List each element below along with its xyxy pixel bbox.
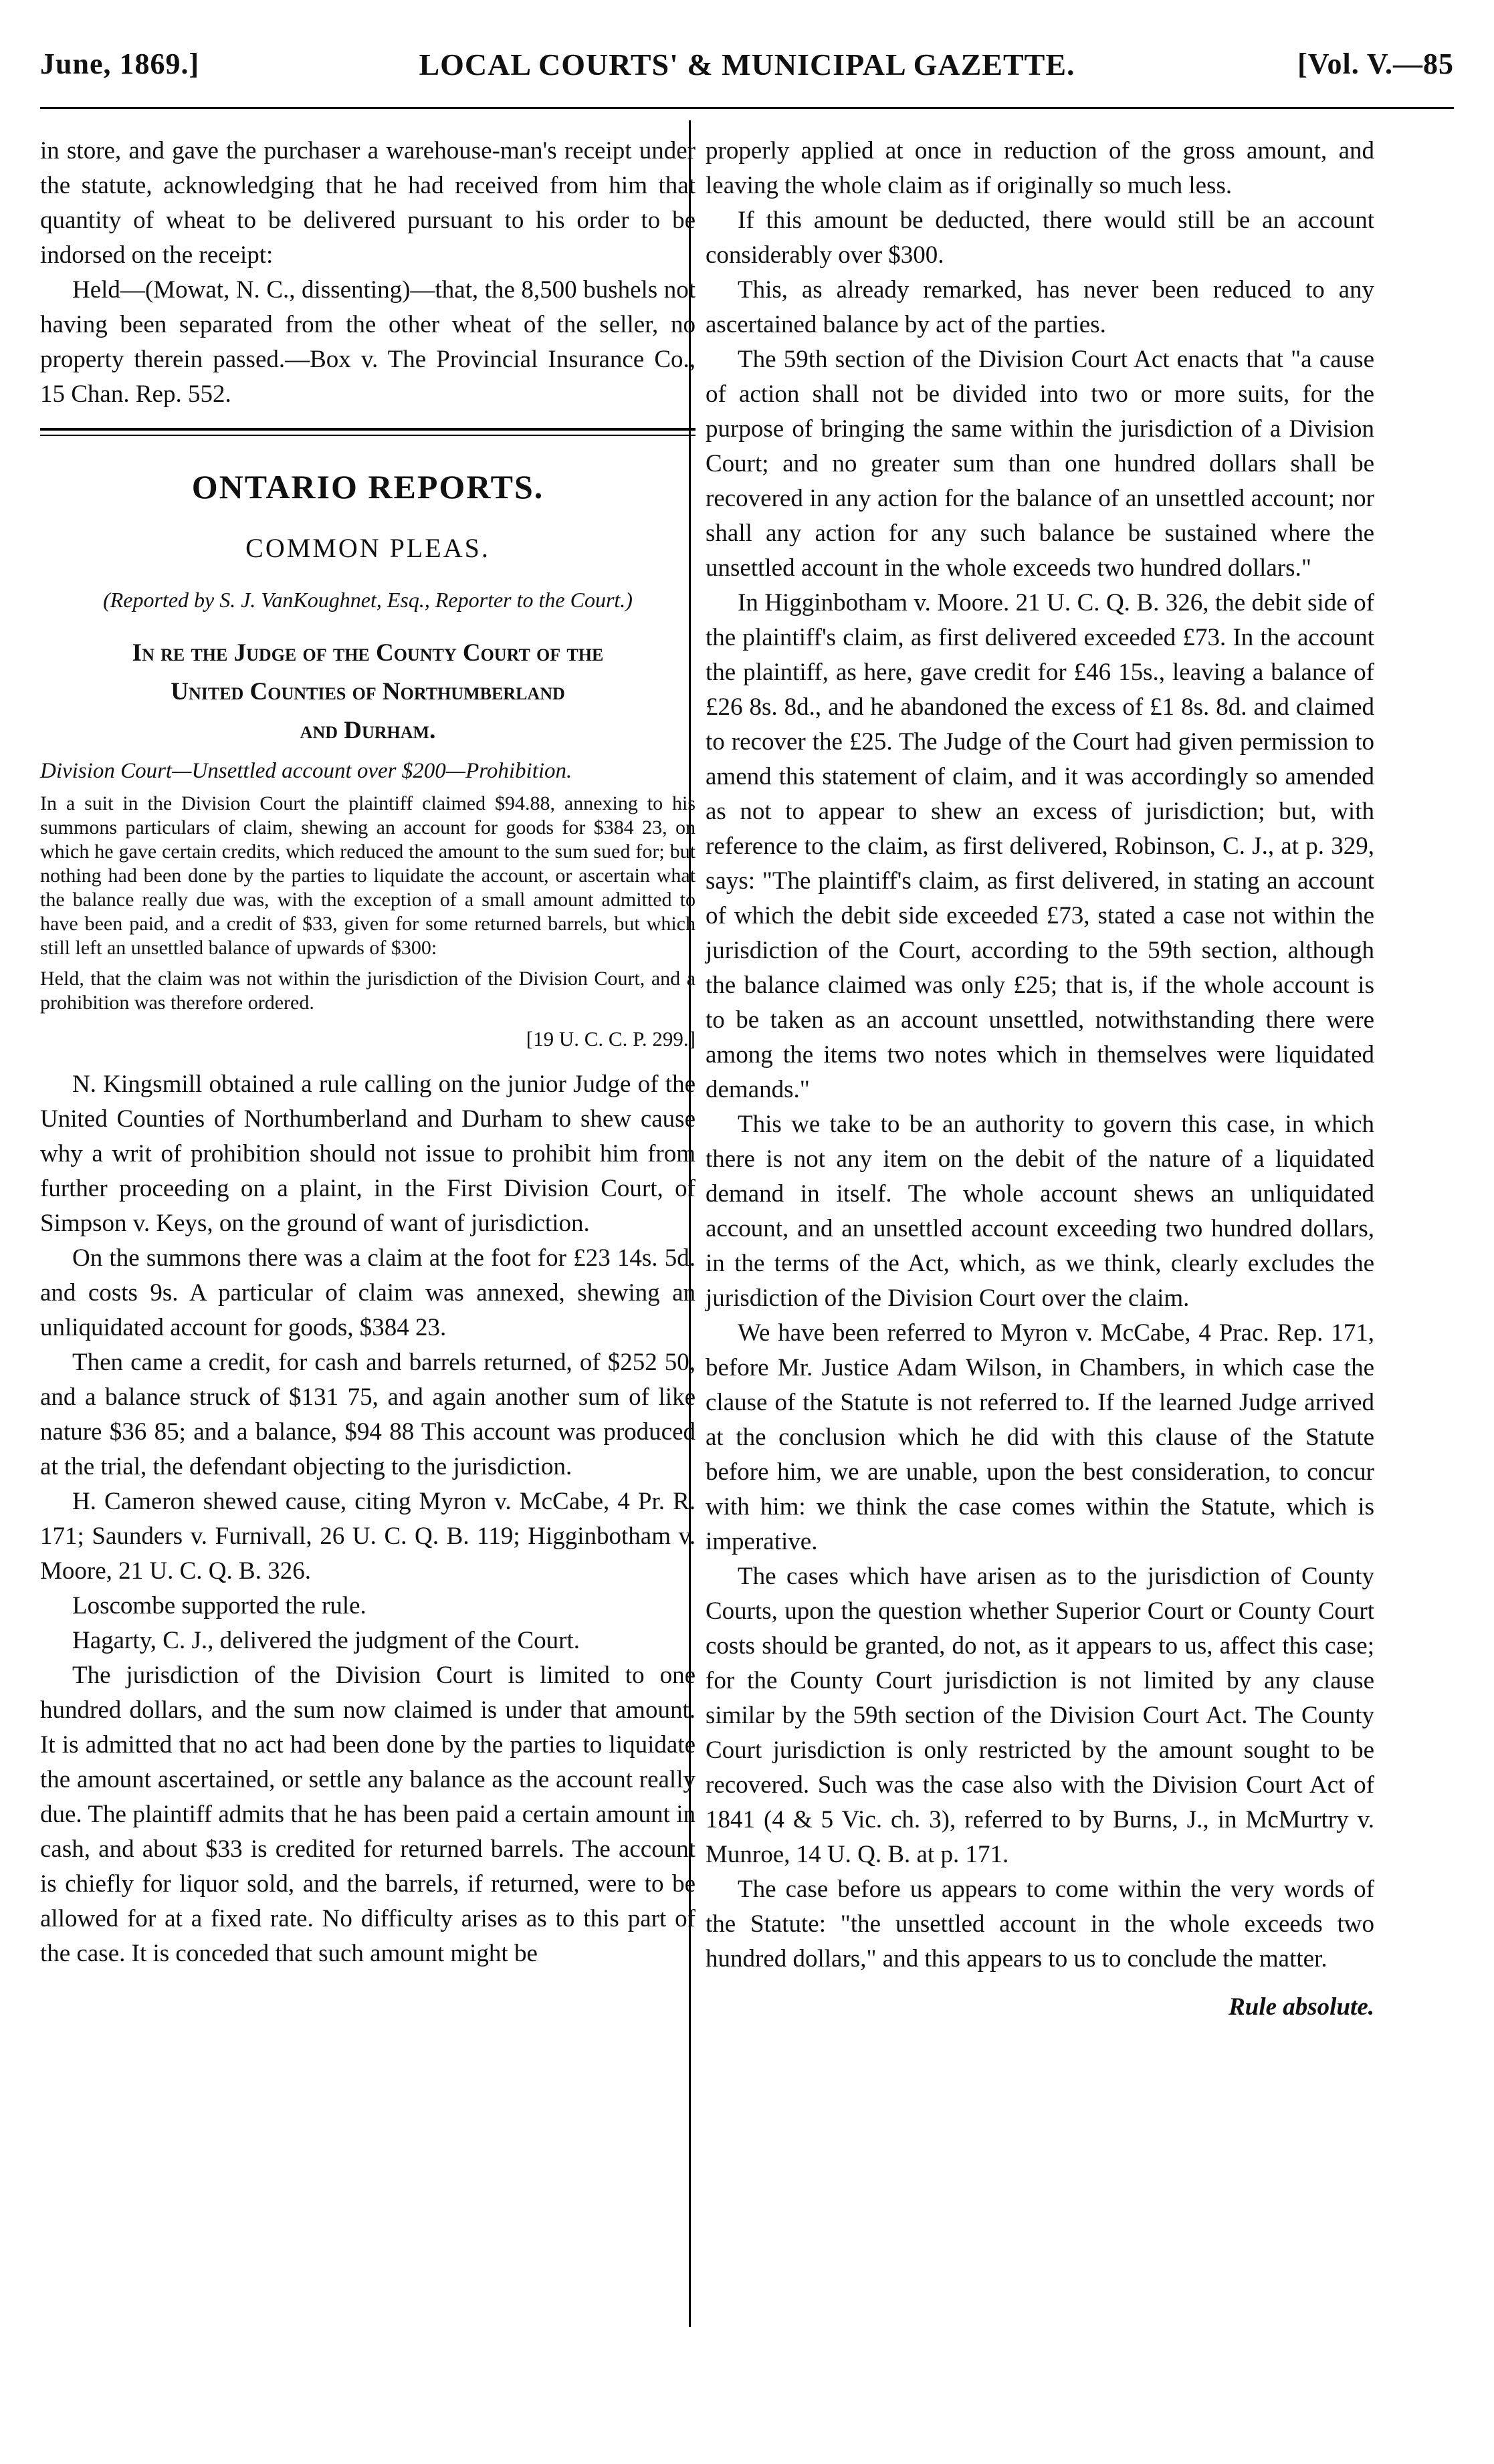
paragraph: If this amount be deducted, there would still be an account considerably over $300. bbox=[706, 207, 1374, 269]
rule-absolute: Rule absolute. bbox=[1229, 1993, 1374, 2021]
paragraph: The case before us appears to come within the very words of the Statute: "the unsettled account in the whole exceeds two hundred dollars," and this appears to us to conclude the matter. bbox=[706, 1876, 1374, 1973]
paragraph: Loscombe supported the rule. bbox=[72, 1592, 366, 1619]
paragraph: The cases which have arisen as to the jurisdiction of County Courts, upon the question whether Superior Court or County Court costs should be granted, do not, as it appears to us, affect this case; for the County Court jurisdiction is not limited by any clause similar by the 59th section of the Division Court Act. The County Court jurisdiction is only restricted by the amount sought to be recovered. Such was the case also with the Division Court Act of 1841 (4 & 5 Vic. ch. 3), referred to by Burns, J., in McMurtry v. Munroe, 14 U. Q. B. at p. 171. bbox=[706, 1563, 1374, 1868]
paragraph: The 59th section of the Division Court Act enacts that "a cause of action shall not be divided into two or more suits, for the purpose of bringing the same within the jurisdiction of a Division Court; and no greater sum than one hundred dollars shall be recovered in any action for the balance of an unsettled account; nor shall any action for any such balance be sustained where the unsettled account in the whole exceeds two hundred dollars." bbox=[706, 346, 1374, 582]
headnote: In a suit in the Division Court the plaintiff claimed $94.88, annexing to his summons particulars of claim, shewing an account for goods for $384 23, on which he gave certain credits, which reduced the amount to the sum sued for; but nothing had been done by the parties to liquidate the account, or ascertain what the balance really due was, with the exception of a small amount admitted to have been paid, and a credit of $33, given for some returned barrels, but which still left an unsettled balance of upwards of $300: bbox=[40, 792, 696, 959]
headnote-held: Held, that the claim was not within the jurisdiction of the Division Court, and a prohibition was therefore ordered. bbox=[40, 968, 696, 1014]
paragraph: On the summons there was a claim at the foot for £23 14s. 5d. and costs 9s. A particular of claim was annexed, shewing an unliquidated account for goods, $384 23. bbox=[40, 1244, 696, 1341]
header-rule bbox=[40, 107, 1454, 109]
case-topic: Division Court—Unsettled account over $200—Prohibition. bbox=[40, 759, 572, 783]
paragraph: N. Kingsmill obtained a rule calling on the junior Judge of the United Counties of Northumberland and Durham to shew cause why a writ of prohibition should not issue to prohibit him from further proceeding on a plaint, in the First Division Court, of Simpson v. Keys, on the ground of want of jurisdiction. bbox=[40, 1071, 696, 1237]
paragraph: This, as already remarked, has never been reduced to any ascertained balance by act of the parties. bbox=[706, 276, 1374, 338]
intro-paragraph: in store, and gave the purchaser a warehouse-man's receipt under the statute, acknowledging that he had received from him that quantity of wheat to be delivered pursuant to his order to be indorsed on the receipt: bbox=[40, 137, 696, 269]
paragraph: In Higginbotham v. Moore. 21 U. C. Q. B. 326, the debit side of the plaintiff's claim, as first delivered exceeded £73. In the account the plaintiff, as here, gave credit for £46 15s., leaving a balance of £26 8s. 8d., and he abandoned the excess of £1 8s. 8d. and claimed to recover the £25. The Judge of the Court had given permission to amend this statement of claim, and it was accordingly so amended as not to appear to shew an excess of jurisdiction; but, with reference to the claim, as first delivered, Robinson, C. J., at p. 329, says: "The plaintiff's claim, as first delivered, in stating an account of which the debit side exceeded £73, stated a case not within the jurisdiction of the Court, according to the 59th section, although the balance claimed was only £25; that is, if the whole account is to be taken as an account unsettled, notwithstanding there were among the items two notes which in themselves were liquidated demands." bbox=[706, 589, 1374, 1103]
paragraph: Then came a credit, for cash and barrels returned, of $252 50, and a balance struck of $131 75, and again another sum of like nature $36 85; and a balance, $94 88 This account was produced at the trial, the defendant objecting to the jurisdiction. bbox=[40, 1349, 696, 1480]
held-paragraph: Held—(Mowat, N. C., dissenting)—that, the 8,500 bushels not having been separated from the other wheat of the seller, no property therein passed.—Box v. The Provincial Insurance Co., 15 Chan. Rep. 552. bbox=[40, 276, 696, 408]
section-rule bbox=[40, 428, 696, 436]
case-title-line-3: and Durham. bbox=[300, 717, 436, 744]
paragraph: The jurisdiction of the Division Court is limited to one hundred dollars, and the sum now claimed is under that amount. It is admitted that no act had been done by the parties to liquidate the amount ascertained, or settle any balance as the account really due. The plaintiff admits that he has been paid a certain amount in cash, and about $33 is credited for returned barrels. The account is chiefly for liquor sold, and the barrels, if returned, were to be allowed for at a fixed rate. No difficulty arises as to this part of the case. It is conceded that such amount might be bbox=[40, 1662, 696, 1967]
section-title: ONTARIO REPORTS. bbox=[191, 468, 544, 506]
case-title-line-2: United Counties of Northumberland bbox=[171, 678, 565, 705]
right-column bbox=[706, 134, 1374, 2025]
running-head bbox=[40, 27, 1454, 87]
header-date: June, 1869.] bbox=[40, 47, 200, 80]
paragraph: This we take to be an authority to govern this case, in which there is not any item on the debit of the nature of a liquidated demand in itself. The whole account shews an unliquidated account, and an unsettled account exceeding two hundred dollars, in the terms of the Act, which, as we think, clearly excludes the jurisdiction of the Division Court over the claim. bbox=[706, 1111, 1374, 1312]
reporter-line: (Reported by S. J. VanKoughnet, Esq., Reporter to the Court.) bbox=[103, 588, 633, 612]
paragraph: properly applied at once in reduction of the gross amount, and leaving the whole claim as if originally so much less. bbox=[706, 137, 1374, 199]
case-title-line-1: In re the Judge of the County Court of the bbox=[132, 639, 604, 667]
paragraph: H. Cameron shewed cause, citing Myron v. McCabe, 4 Pr. R. 171; Saunders v. Furnivall, 26 U. C. Q. B. 119; Higginbotham v. Moore, 21 U. C. Q. B. 326. bbox=[40, 1488, 696, 1585]
paragraph: We have been referred to Myron v. McCabe, 4 Prac. Rep. 171, before Mr. Justice Adam Wilson, in Chambers, in which case the clause of the Statute is not referred to. If the learned Judge arrived at the conclusion which he did with this clause of the Statute before him, we are unable, upon the best consideration, to concur with him: we think the case comes within the Statute, which is imperative. bbox=[706, 1319, 1374, 1555]
header-title: LOCAL COURTS' & MUNICIPAL GAZETTE. bbox=[419, 47, 1075, 82]
header-volume: [Vol. V.—85 bbox=[1297, 47, 1454, 80]
report-citation: [19 U. C. C. P. 299.] bbox=[526, 1027, 696, 1050]
case-title bbox=[40, 634, 696, 750]
left-column bbox=[40, 134, 696, 1971]
paragraph: Hagarty, C. J., delivered the judgment of the Court. bbox=[72, 1627, 580, 1654]
court-name: COMMON PLEAS. bbox=[245, 533, 490, 563]
